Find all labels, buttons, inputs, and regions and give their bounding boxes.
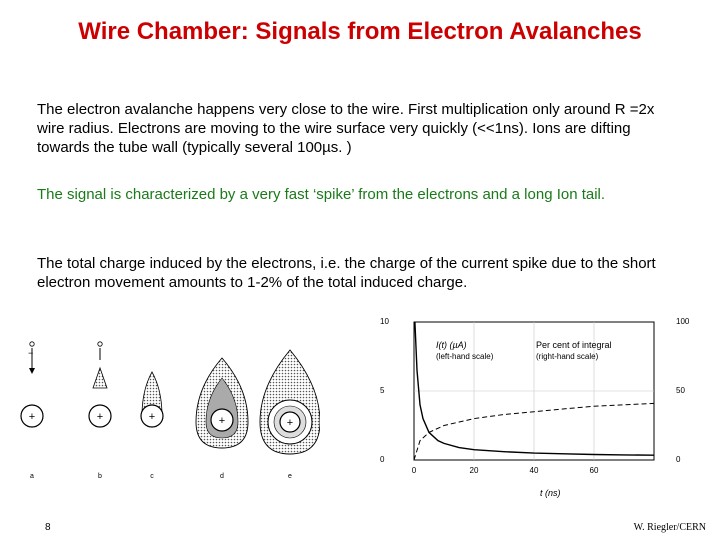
x-tick-20: 20	[469, 466, 479, 475]
x-axis-label: t (ns)	[540, 488, 561, 498]
panel-a	[21, 342, 43, 480]
paragraph-induced-charge: The total charge induced by the electrons, i.e. the charge of the current spike due to the short electron movement amounts to 1-2% of the total induced charge.	[37, 255, 656, 291]
slide-title: Wire Chamber: Signals from Electron Avalanches	[78, 18, 642, 45]
svg-text:+: +	[96, 411, 104, 423]
author-credit: W. Riegler/CERN	[633, 522, 706, 533]
svg-text:+: +	[218, 415, 226, 427]
page-number: 8	[45, 522, 51, 533]
panel-label-d: d	[220, 473, 224, 480]
x-tick-0: 0	[411, 466, 417, 475]
panel-c	[141, 372, 163, 480]
avalanche-diagram	[20, 330, 320, 490]
panel-b	[89, 342, 111, 480]
legend-current-label: I(t) (µA)	[436, 340, 467, 350]
panel-label-b: b	[98, 473, 102, 480]
panel-e	[260, 350, 320, 480]
panel-d	[196, 358, 248, 480]
left-tick-10: 10	[380, 317, 389, 326]
svg-text:+: +	[286, 417, 294, 429]
x-tick-60: 60	[589, 466, 599, 475]
svg-text:+: +	[28, 411, 36, 423]
legend-integral-sub: (right-hand scale)	[536, 352, 599, 361]
legend-current-sub: (left-hand scale)	[436, 352, 494, 361]
signal-current-chart	[380, 312, 700, 500]
panel-label-c: c	[150, 473, 154, 480]
left-tick-5: 5	[380, 386, 385, 395]
right-tick-50: 50	[676, 386, 685, 395]
svg-text:+: +	[148, 411, 156, 423]
left-tick-0: 0	[380, 455, 385, 464]
right-tick-0: 0	[676, 455, 681, 464]
paragraph-signal-spike: The signal is characterized by a very fast ‘spike’ from the electrons and a long Ion tail.	[37, 186, 606, 203]
legend-integral-label: Per cent of integral	[536, 340, 612, 350]
panel-label-a: a	[30, 473, 34, 480]
x-tick-40: 40	[529, 466, 539, 475]
right-tick-100: 100	[676, 317, 690, 326]
panel-label-e: e	[288, 473, 292, 480]
electron-minus-symbol: −	[28, 348, 34, 358]
paragraph-avalanche: The electron avalanche happens very close to the wire. First multiplication only around R =2x wire radius. Electrons are moving to the wire surface very quickly (<<1ns). Ions are difting towards the tube wall (typically several 100µs. )	[37, 101, 655, 156]
